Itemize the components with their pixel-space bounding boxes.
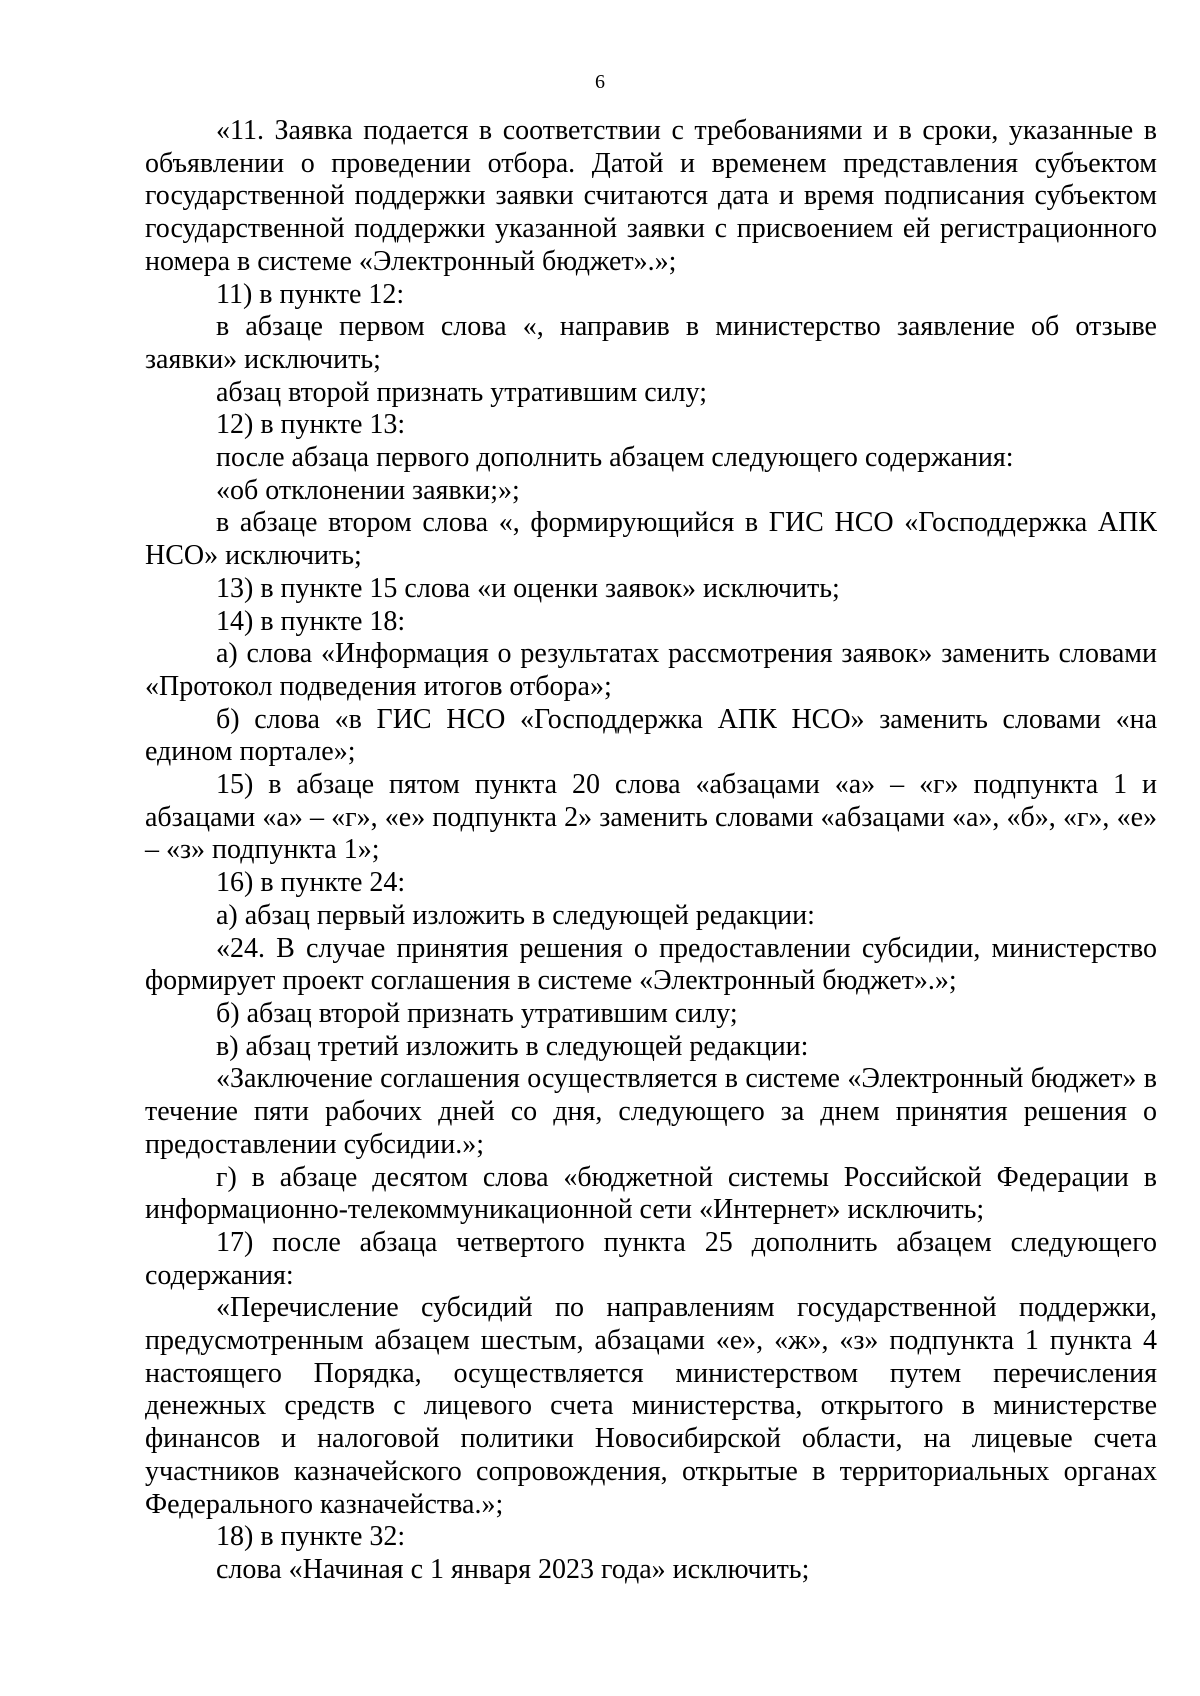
paragraph: «об отклонении заявки;»; bbox=[216, 474, 520, 506]
paragraph: а) абзац первый изложить в следующей редакции: bbox=[216, 899, 815, 931]
paragraph: б) слова «в ГИС НСО «Господдержка АПК НСО» заменить словами «на едином портале»; bbox=[145, 703, 1157, 768]
paragraph: в) абзац третий изложить в следующей редакции: bbox=[216, 1030, 809, 1062]
paragraph: «Заключение соглашения осуществляется в системе «Электронный бюджет» в течение пяти рабочих дней со дня, следующего за днем принятия решения о предоставлении субсидии.»; bbox=[145, 1063, 1157, 1160]
paragraph: б) абзац второй признать утратившим силу; bbox=[216, 997, 738, 1029]
paragraph: в абзаце первом слова «, направив в министерство заявление об отзыве заявки» исключить; bbox=[145, 311, 1157, 375]
paragraph: 18) в пункте 32: bbox=[216, 1521, 406, 1553]
document-body bbox=[145, 115, 1157, 1587]
paragraph: «24. В случае принятия решения о предоставлении субсидии, министерство формирует проект соглашения в системе «Электронный бюджет».»; bbox=[145, 932, 1157, 997]
paragraph: «Перечисление субсидий по направлениям государственной поддержки, предусмотренным абзацем шестым, абзацами «е», «ж», «з» подпункта 1 пункта 4 настоящего Порядка, осуществляется министерством путем перечисления денежных средств с лицевого счета министерства, открытого в министерстве финансов и налоговой политики Новосибирской области, на лицевые счета участников казначейского сопровождения, открытые в территориальных органах Федерального казначейства.»; bbox=[145, 1292, 1157, 1520]
paragraph: 16) в пункте 24: bbox=[216, 867, 406, 899]
page-number: 6 bbox=[595, 71, 605, 93]
paragraph: 15) в абзаце пятом пункта 20 слова «абзацами «а» – «г» подпункта 1 и абзацами «а» – «г», «е» подпункта 2» заменить словами «абзацами «а», «б», «г», «е» – «з» подпункта 1»; bbox=[145, 769, 1157, 866]
paragraph: 13) в пункте 15 слова «и оценки заявок» исключить; bbox=[216, 572, 840, 604]
paragraph: 14) в пункте 18: bbox=[216, 605, 406, 637]
paragraph: 11) в пункте 12: bbox=[216, 278, 405, 310]
paragraph: в абзаце втором слова «, формирующийся в ГИС НСО «Господдержка АПК НСО» исключить; bbox=[145, 507, 1157, 572]
paragraph: а) слова «Информация о результатах рассмотрения заявок» заменить словами «Протокол подведения итогов отбора»; bbox=[145, 638, 1157, 702]
paragraph: после абзаца первого дополнить абзацем следующего содержания: bbox=[216, 442, 1014, 474]
paragraph: абзац второй признать утратившим силу; bbox=[216, 376, 708, 408]
paragraph: слова «Начиная с 1 января 2023 года» исключить; bbox=[216, 1553, 810, 1585]
paragraph: г) в абзаце десятом слова «бюджетной системы Российской Федерации в информационно-телекоммуникационной сети «Интернет» исключить; bbox=[145, 1161, 1157, 1226]
paragraph: «11. Заявка подается в соответствии с требованиями и в сроки, указанные в объявлении о проведении отбора. Датой и временем представления субъектом государственной поддержки заявки считаются дата и время подписания субъектом государственной поддержки указанной заявки с присвоением ей регистрационного номера в системе «Электронный бюджет».»; bbox=[145, 115, 1157, 277]
paragraph: 12) в пункте 13: bbox=[216, 409, 406, 441]
paragraph: 17) после абзаца четвертого пункта 25 дополнить абзацем следующего содержания: bbox=[145, 1226, 1157, 1291]
